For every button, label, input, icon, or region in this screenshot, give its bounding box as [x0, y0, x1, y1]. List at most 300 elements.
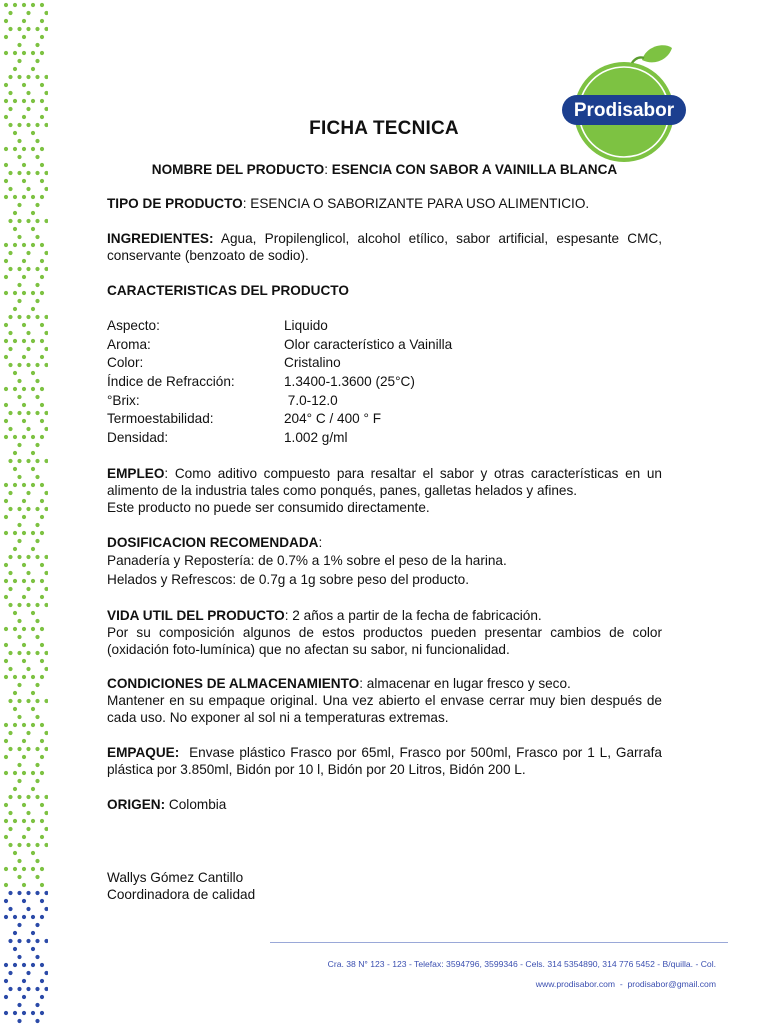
- char-key: Termoestabilidad:: [107, 411, 214, 427]
- logo-text: Prodisabor: [573, 100, 675, 121]
- border-dot: [22, 659, 26, 663]
- border-dot: [4, 755, 8, 759]
- border-dot: [17, 395, 21, 399]
- border-dot: [44, 555, 48, 559]
- border-dot: [22, 147, 26, 151]
- border-dot: [31, 963, 35, 967]
- border-dot: [44, 187, 48, 191]
- border-dot: [4, 979, 8, 983]
- ingredients-text: Agua, Propilenglicol, alcohol etílico, sabor artificial, espesante CMC, conservante (benzoato de sodio).: [107, 231, 662, 263]
- storage-section: [107, 675, 662, 692]
- footer-separator: -: [615, 979, 628, 989]
- border-dot: [35, 379, 39, 383]
- border-dot: [13, 243, 17, 247]
- border-dot: [4, 995, 8, 999]
- border-dot: [22, 595, 26, 599]
- border-dot: [40, 723, 44, 727]
- border-dot: [35, 267, 39, 271]
- dosage-sep: :: [318, 534, 323, 550]
- border-dot: [35, 59, 39, 63]
- border-dot: [4, 275, 8, 279]
- border-dot: [17, 539, 21, 543]
- border-dot: [35, 603, 39, 607]
- border-dot: [31, 947, 35, 951]
- border-dot: [44, 251, 48, 255]
- border-dot: [17, 795, 21, 799]
- document-body: [107, 161, 666, 813]
- border-dot: [13, 67, 17, 71]
- border-dot: [44, 747, 48, 751]
- border-dot: [44, 75, 48, 79]
- border-dot: [26, 107, 30, 111]
- border-dot: [4, 579, 8, 583]
- border-dot: [26, 587, 30, 591]
- border-dot: [8, 411, 12, 415]
- characteristics-row: [107, 373, 452, 392]
- characteristics-heading: CARACTERISTICAS DEL PRODUCTO: [107, 283, 349, 298]
- border-dot: [4, 243, 8, 247]
- border-dot: [8, 459, 12, 463]
- shelf-life-text: : 2 años a partir de la fecha de fabricación.: [284, 607, 542, 623]
- border-dot: [4, 51, 8, 55]
- border-dot: [40, 3, 44, 7]
- border-dot: [22, 499, 26, 503]
- border-dot: [44, 795, 48, 799]
- border-dot: [40, 19, 44, 23]
- border-dot: [35, 219, 39, 223]
- border-dot: [17, 635, 21, 639]
- border-dot: [26, 11, 30, 15]
- packaging-section: [107, 744, 666, 778]
- border-dot: [44, 827, 48, 831]
- border-dot: [35, 891, 39, 895]
- border-dot: [40, 595, 44, 599]
- border-dot: [22, 483, 26, 487]
- border-dot: [40, 659, 44, 663]
- border-dot: [22, 243, 26, 247]
- border-dot: [40, 755, 44, 759]
- border-dot: [31, 691, 35, 695]
- border-dot: [26, 827, 30, 831]
- char-key: Índice de Refracción:: [107, 374, 235, 390]
- border-dot: [40, 339, 44, 343]
- border-dot: [17, 523, 21, 527]
- dosage-line1: Panadería y Repostería: de 0.7% a 1% sobre el peso de la harina.: [107, 552, 507, 568]
- border-dot: [26, 971, 30, 975]
- border-dot: [31, 67, 35, 71]
- border-dot: [13, 691, 17, 695]
- border-dot: [35, 699, 39, 703]
- border-dot: [40, 483, 44, 487]
- border-dot: [40, 419, 44, 423]
- border-dot: [26, 987, 30, 991]
- border-dot: [22, 195, 26, 199]
- border-dot: [17, 299, 21, 303]
- border-dot: [8, 491, 12, 495]
- border-dot: [40, 979, 44, 983]
- border-dot: [13, 451, 17, 455]
- border-dot: [4, 531, 8, 535]
- border-dot: [8, 811, 12, 815]
- border-dot: [17, 699, 21, 703]
- border-dot: [8, 331, 12, 335]
- product-name-sep: :: [324, 162, 332, 177]
- border-dot: [26, 603, 30, 607]
- border-dot: [26, 667, 30, 671]
- border-dot: [40, 579, 44, 583]
- border-dot: [40, 643, 44, 647]
- border-dot: [40, 387, 44, 391]
- border-dot: [40, 803, 44, 807]
- border-dot: [13, 211, 17, 215]
- border-dot: [8, 75, 12, 79]
- border-dot: [35, 411, 39, 415]
- border-dot: [8, 107, 12, 111]
- border-dot: [17, 315, 21, 319]
- border-dot: [8, 219, 12, 223]
- characteristics-row: [107, 392, 452, 411]
- border-dot: [40, 835, 44, 839]
- border-dot: [44, 267, 48, 271]
- footer-website-link[interactable]: www.prodisabor.com: [535, 979, 616, 989]
- border-dot: [26, 91, 30, 95]
- border-dot: [35, 443, 39, 447]
- border-dot: [35, 459, 39, 463]
- border-dot: [22, 771, 26, 775]
- border-dot: [31, 867, 35, 871]
- border-dot: [31, 579, 35, 583]
- border-dot: [40, 179, 44, 183]
- border-dot: [13, 819, 17, 823]
- border-dot: [13, 3, 17, 7]
- characteristics-row: [107, 317, 452, 336]
- border-dot: [40, 355, 44, 359]
- border-dot: [4, 899, 8, 903]
- border-dot: [4, 883, 8, 887]
- shelf-life-line2: Por su composición algunos de estos productos pueden presentar cambios de color (oxidación foto-lumínica) que no afectan su sabor, ni funcionalidad.: [107, 624, 662, 657]
- border-dot: [40, 243, 44, 247]
- border-dot: [22, 51, 26, 55]
- border-dot: [31, 227, 35, 231]
- border-dot: [26, 843, 30, 847]
- border-dot: [8, 667, 12, 671]
- characteristics-row: [107, 336, 452, 355]
- border-dot: [13, 291, 17, 295]
- border-dot: [4, 323, 8, 327]
- border-dot: [35, 203, 39, 207]
- border-dot: [4, 179, 8, 183]
- border-dot: [13, 931, 17, 935]
- border-dot: [26, 907, 30, 911]
- char-value: Cristalino: [284, 355, 341, 371]
- border-dot: [4, 19, 8, 23]
- border-dot: [22, 995, 26, 999]
- border-dot: [35, 763, 39, 767]
- border-dot: [22, 259, 26, 263]
- border-dot: [17, 923, 21, 927]
- border-dot: [44, 315, 48, 319]
- border-dot: [44, 571, 48, 575]
- origin-text: Colombia: [165, 796, 227, 812]
- border-dot: [17, 555, 21, 559]
- signature-name: Wallys Gómez Cantillo: [107, 870, 244, 885]
- border-dot: [22, 387, 26, 391]
- product-name: [107, 161, 662, 178]
- characteristics-row: [107, 354, 452, 373]
- shelf-life-section: [107, 607, 662, 624]
- border-dot: [13, 547, 17, 551]
- border-dot: [40, 883, 44, 887]
- border-dot: [17, 1003, 21, 1007]
- border-dot: [26, 491, 30, 495]
- border-dot: [4, 803, 8, 807]
- footer-email-link[interactable]: prodisabor@gmail.com: [627, 979, 716, 989]
- footer-divider: [270, 942, 728, 943]
- border-dot: [8, 907, 12, 911]
- char-key: Aspecto:: [107, 318, 160, 333]
- border-dot: [31, 467, 35, 471]
- border-dot: [17, 443, 21, 447]
- dosage-line2: Helados y Refrescos: de 0.7g a 1g sobre peso del producto.: [107, 571, 469, 587]
- product-type-text: : ESENCIA O SABORIZANTE PARA USO ALIMENTICIO.: [242, 196, 590, 211]
- border-dot: [22, 755, 26, 759]
- border-dot: [26, 171, 30, 175]
- border-dot: [22, 83, 26, 87]
- border-dot: [13, 307, 17, 311]
- border-dot: [22, 915, 26, 919]
- border-dot: [31, 387, 35, 391]
- border-dot: [8, 651, 12, 655]
- border-dot: [44, 491, 48, 495]
- border-dot: [8, 571, 12, 575]
- packaging-label: EMPAQUE:: [107, 744, 180, 760]
- use-label: EMPLEO: [107, 465, 165, 481]
- char-value: 7.0-12.0: [284, 392, 338, 408]
- border-dot: [8, 939, 12, 943]
- border-dot: [40, 1011, 44, 1015]
- border-dot: [44, 587, 48, 591]
- border-dot: [40, 995, 44, 999]
- use-section: [107, 465, 662, 499]
- border-dot: [17, 603, 21, 607]
- border-dot: [17, 1019, 21, 1023]
- border-dot: [17, 763, 21, 767]
- border-dot: [4, 259, 8, 263]
- char-value: 204° C / 400 ° F: [284, 411, 382, 427]
- border-dot: [17, 779, 21, 783]
- border-dot: [44, 891, 48, 895]
- border-dot: [35, 75, 39, 79]
- border-dot: [26, 267, 30, 271]
- border-dot: [35, 987, 39, 991]
- border-dot: [22, 515, 26, 519]
- border-dot: [35, 651, 39, 655]
- border-dot: [17, 75, 21, 79]
- border-dot: [13, 387, 17, 391]
- border-dot: [40, 499, 44, 503]
- border-dot: [31, 195, 35, 199]
- border-dot: [40, 739, 44, 743]
- border-dot: [40, 259, 44, 263]
- border-dot: [26, 315, 30, 319]
- border-dot: [31, 291, 35, 295]
- border-dot: [8, 699, 12, 703]
- border-dot: [4, 1011, 8, 1015]
- border-dot: [22, 355, 26, 359]
- border-dot: [26, 219, 30, 223]
- border-dot: [40, 627, 44, 631]
- border-dot: [8, 587, 12, 591]
- border-dot: [13, 579, 17, 583]
- border-dot: [40, 771, 44, 775]
- border-dot: [4, 819, 8, 823]
- border-dot: [44, 699, 48, 703]
- border-dot: [22, 803, 26, 807]
- border-dot: [35, 523, 39, 527]
- border-dot: [4, 83, 8, 87]
- border-dot: [26, 651, 30, 655]
- border-dot: [13, 483, 17, 487]
- border-dot: [31, 371, 35, 375]
- border-dot: [26, 747, 30, 751]
- border-dot: [26, 699, 30, 703]
- border-dot: [8, 555, 12, 559]
- border-dot: [26, 411, 30, 415]
- border-dot: [13, 707, 17, 711]
- border-dot: [26, 363, 30, 367]
- border-dot: [17, 875, 21, 879]
- border-dot: [26, 731, 30, 735]
- border-dot: [22, 723, 26, 727]
- border-dot: [13, 915, 17, 919]
- border-dot: [44, 843, 48, 847]
- border-dot: [13, 867, 17, 871]
- border-dot: [31, 931, 35, 935]
- product-type: [107, 195, 662, 212]
- border-dot: [44, 507, 48, 511]
- border-dot: [13, 627, 17, 631]
- border-dot: [35, 299, 39, 303]
- border-dot: [17, 683, 21, 687]
- border-dot: [44, 603, 48, 607]
- footer-contact: [536, 979, 716, 989]
- border-dot: [26, 571, 30, 575]
- border-dot: [4, 419, 8, 423]
- char-key: Densidad:: [107, 430, 169, 446]
- border-dot: [35, 619, 39, 623]
- storage-text: : almacenar en lugar fresco y seco.: [359, 675, 571, 691]
- border-dot: [35, 843, 39, 847]
- border-dot: [35, 1019, 39, 1023]
- border-dot: [13, 1011, 17, 1015]
- border-dot: [13, 947, 17, 951]
- border-dot: [13, 371, 17, 375]
- border-dot: [4, 915, 8, 919]
- border-dot: [13, 227, 17, 231]
- border-dot: [13, 147, 17, 151]
- border-dot: [8, 891, 12, 895]
- border-dot: [31, 771, 35, 775]
- characteristics-table: [107, 317, 452, 448]
- border-dot: [35, 507, 39, 511]
- border-dot: [8, 171, 12, 175]
- border-dot: [17, 219, 21, 223]
- border-dot: [26, 939, 30, 943]
- border-dot: [35, 43, 39, 47]
- border-dot: [40, 323, 44, 327]
- border-dot: [40, 867, 44, 871]
- char-key: °Brix:: [107, 392, 140, 408]
- border-dot: [22, 979, 26, 983]
- storage-line2: Mantener en su empaque original. Una vez abierto el envase cerrar muy bien después de cada uso. No exponer al sol ni a temperaturas extremas.: [107, 692, 662, 725]
- border-dot: [13, 723, 17, 727]
- border-dot: [22, 835, 26, 839]
- border-dot: [8, 507, 12, 511]
- border-dot: [4, 867, 8, 871]
- border-dot: [22, 627, 26, 631]
- border-dot: [44, 91, 48, 95]
- border-dot: [31, 707, 35, 711]
- border-dot: [13, 51, 17, 55]
- border-dot: [13, 787, 17, 791]
- border-dot: [31, 51, 35, 55]
- border-dot: [4, 723, 8, 727]
- border-dot: [26, 27, 30, 31]
- border-dot: [31, 915, 35, 919]
- border-dot: [44, 347, 48, 351]
- origin-label: ORIGEN:: [107, 796, 166, 812]
- border-dot: [22, 323, 26, 327]
- border-dot: [4, 483, 8, 487]
- border-dot: [26, 347, 30, 351]
- border-dot: [35, 555, 39, 559]
- char-value: Liquido: [284, 318, 328, 333]
- border-dot: [44, 907, 48, 911]
- storage-label: CONDICIONES DE ALMACENAMIENTO: [107, 675, 360, 691]
- border-dot: [26, 459, 30, 463]
- border-dot: [22, 163, 26, 167]
- border-dot: [22, 963, 26, 967]
- border-dot: [22, 435, 26, 439]
- border-dot: [44, 667, 48, 671]
- border-dot: [35, 283, 39, 287]
- border-dot: [35, 363, 39, 367]
- border-dot: [4, 195, 8, 199]
- border-dot: [4, 3, 8, 7]
- border-dot: [22, 19, 26, 23]
- border-dot: [17, 715, 21, 719]
- border-dot: [4, 355, 8, 359]
- footer-address: Cra. 38 N° 123 - 123 - Telefax: 3594796, 3599346 - Cels. 314 5354890, 314 776 5452 - B/quilla. - Col.: [327, 959, 716, 969]
- border-dot: [8, 987, 12, 991]
- product-name-value: ESENCIA CON SABOR A VAINILLA BLANCA: [331, 162, 618, 177]
- border-dot: [4, 435, 8, 439]
- border-dot: [31, 483, 35, 487]
- border-dot: [22, 867, 26, 871]
- border-dot: [17, 507, 21, 511]
- border-dot: [8, 11, 12, 15]
- packaging-text: Envase plástico Frasco por 65ml, Frasco por 500ml, Frasco por 1 L, Garrafa plástica por 3.850ml, Bidón por 10 l, Bidón por 20 Litros, Bidón 200 L.: [107, 744, 666, 777]
- border-dot: [44, 939, 48, 943]
- border-dot: [22, 643, 26, 647]
- border-dot: [4, 499, 8, 503]
- border-dot: [22, 179, 26, 183]
- border-dot: [8, 91, 12, 95]
- border-dot: [35, 315, 39, 319]
- document-title: FICHA TECNICA: [309, 118, 459, 139]
- border-dot: [13, 851, 17, 855]
- border-dot: [22, 739, 26, 743]
